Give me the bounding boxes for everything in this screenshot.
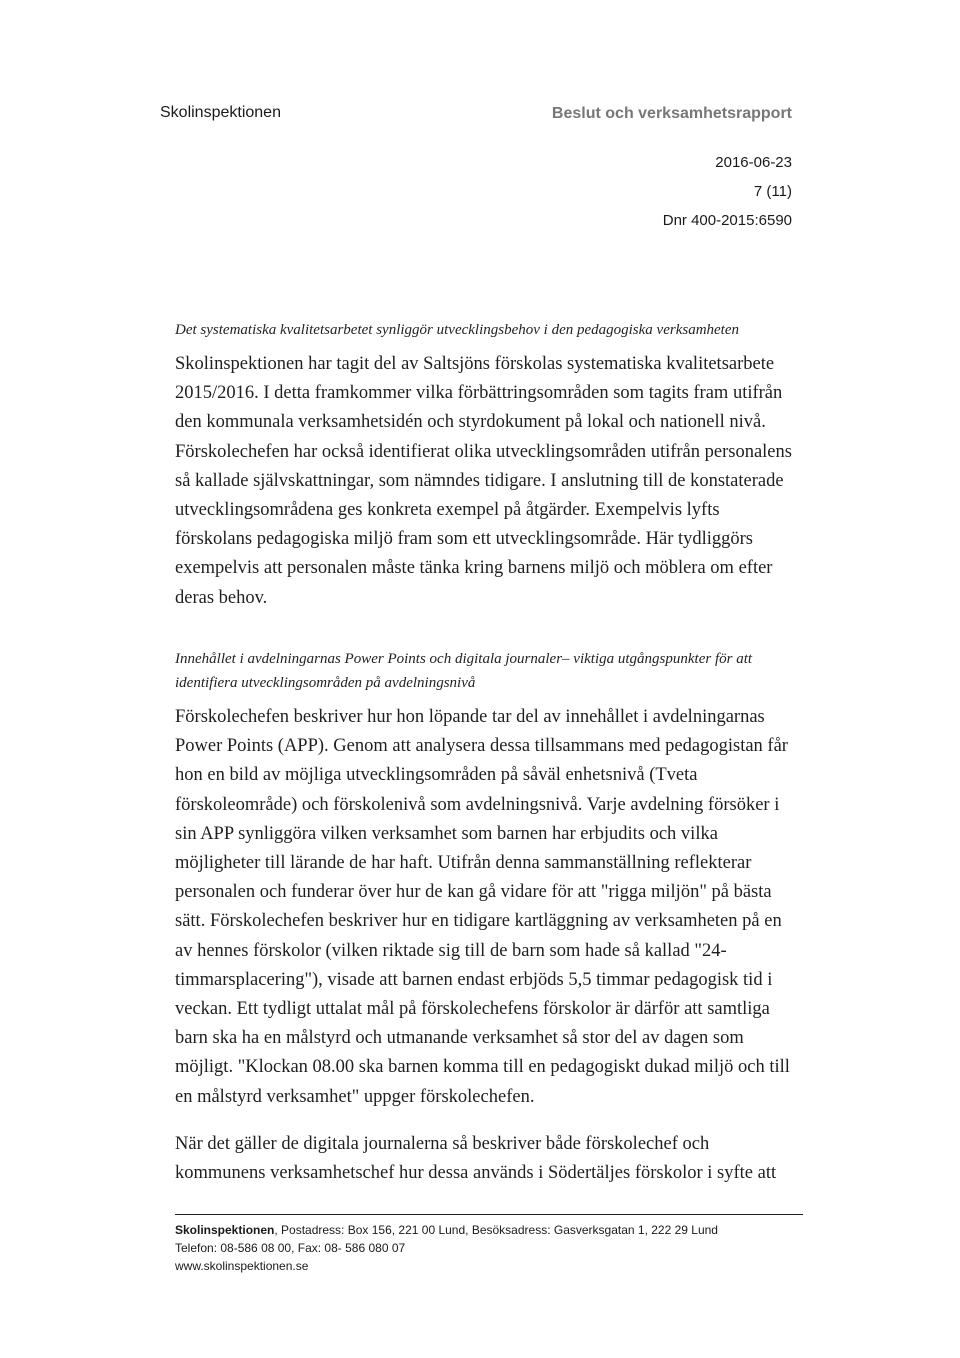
footer-address: , Postadress: Box 156, 221 00 Lund, Besöksadress: Gasverksgatan 1, 222 29 Lund [274, 1223, 718, 1237]
page-footer [175, 1221, 718, 1275]
header-org-name: Skolinspektionen [160, 104, 281, 121]
section-power-points [175, 647, 795, 1112]
section-paragraph: När det gäller de digitala journalerna så beskriver både förskolechef och kommunens verksamhetschef hur dessa används i Södertäljes förskolor i syfte att [175, 1134, 777, 1184]
footer-website-link[interactable]: www.skolinspektionen.se [175, 1259, 309, 1273]
footer-phone: Telefon: 08-586 08 00, Fax: 08- 586 080 07 [175, 1241, 406, 1255]
header-document-type: Beslut och verksamhetsrapport [551, 105, 792, 122]
diary-number: Dnr 400-2015:6590 [662, 212, 792, 229]
section-paragraph: Skolinspektionen har tagit del av Saltsjöns förskolas systematiska kvalitetsarbete 2015/2016. I detta framkommer vilka förbättringsområden som tagits fram utifrån den kommunala verksamhetsidén och styrdokument på lokal och nationell nivå. Förskolechefen har också identifierat olika utvecklingsområden utifrån personalens så kallade självskattningar, som nämndes tidigare. I anslutning till de konstaterade utvecklingsområdena ges konkreta exempel på åtgärder. Exempelvis lyfts förskolans pedagogiska miljö fram som ett utvecklingsområde. Här tydliggörs exempelvis att personalen måste tänka kring barnens miljö och möblera om efter deras behov. [175, 354, 792, 608]
section-paragraph: Förskolechefen beskriver hur hon löpande tar del av innehållet i avdelningarnas Power Points (APP). Genom att analysera dessa tillsammans med pedagogistan får hon en bild av möjliga utvecklingsområden på såväl enhetsnivå (Tveta förskoleområde) och förskolenivå som avdelningsnivå. Varje avdelning försöker i sin APP synliggöra vilken verksamhet som barnen har erbjudits och vilka möjligheter till lärande de har haft. Utifrån denna sammanställning reflekterar personalen och funderar över hur de kan gå vidare för att "rigga miljön" på bästa sätt. Förskolechefen beskriver hur en tidigare kartläggning av verksamheten på en av hennes förskolor (vilken riktade sig till de barn som hade så kallad "24-timmarsplacering"), visade att barnen endast erbjöds 5,5 timmar pedagogisk tid i veckan. Ett tydligt uttalat mål på förskolechefens förskolor är därför att samtliga barn ska ha en målstyrd och utmanande verksamhet så stor del av dagen som möjligt. "Klockan 08.00 ska barnen komma till en pedagogiskt dukad miljö och till en målstyrd verksamhet" uppger förskolechefen. [175, 707, 790, 1107]
section-heading: Innehållet i avdelningarnas Power Points och digitala journaler– viktiga utgångspunkter för att identifiera utvecklingsområden på avdelningsnivå [175, 651, 753, 691]
section-quality-work [175, 318, 795, 613]
document-date: 2016-06-23 [715, 154, 792, 171]
document-meta [663, 148, 792, 235]
footer-org-name: Skolinspektionen [175, 1223, 275, 1237]
section-heading: Det systematiska kvalitetsarbetet synliggör utvecklingsbehov i den pedagogiska verksamheten [175, 322, 740, 338]
section-digital-journals [175, 1130, 795, 1188]
footer-address-line [175, 1221, 718, 1239]
page-number: 7 (11) [753, 183, 792, 200]
footer-divider [175, 1214, 803, 1215]
